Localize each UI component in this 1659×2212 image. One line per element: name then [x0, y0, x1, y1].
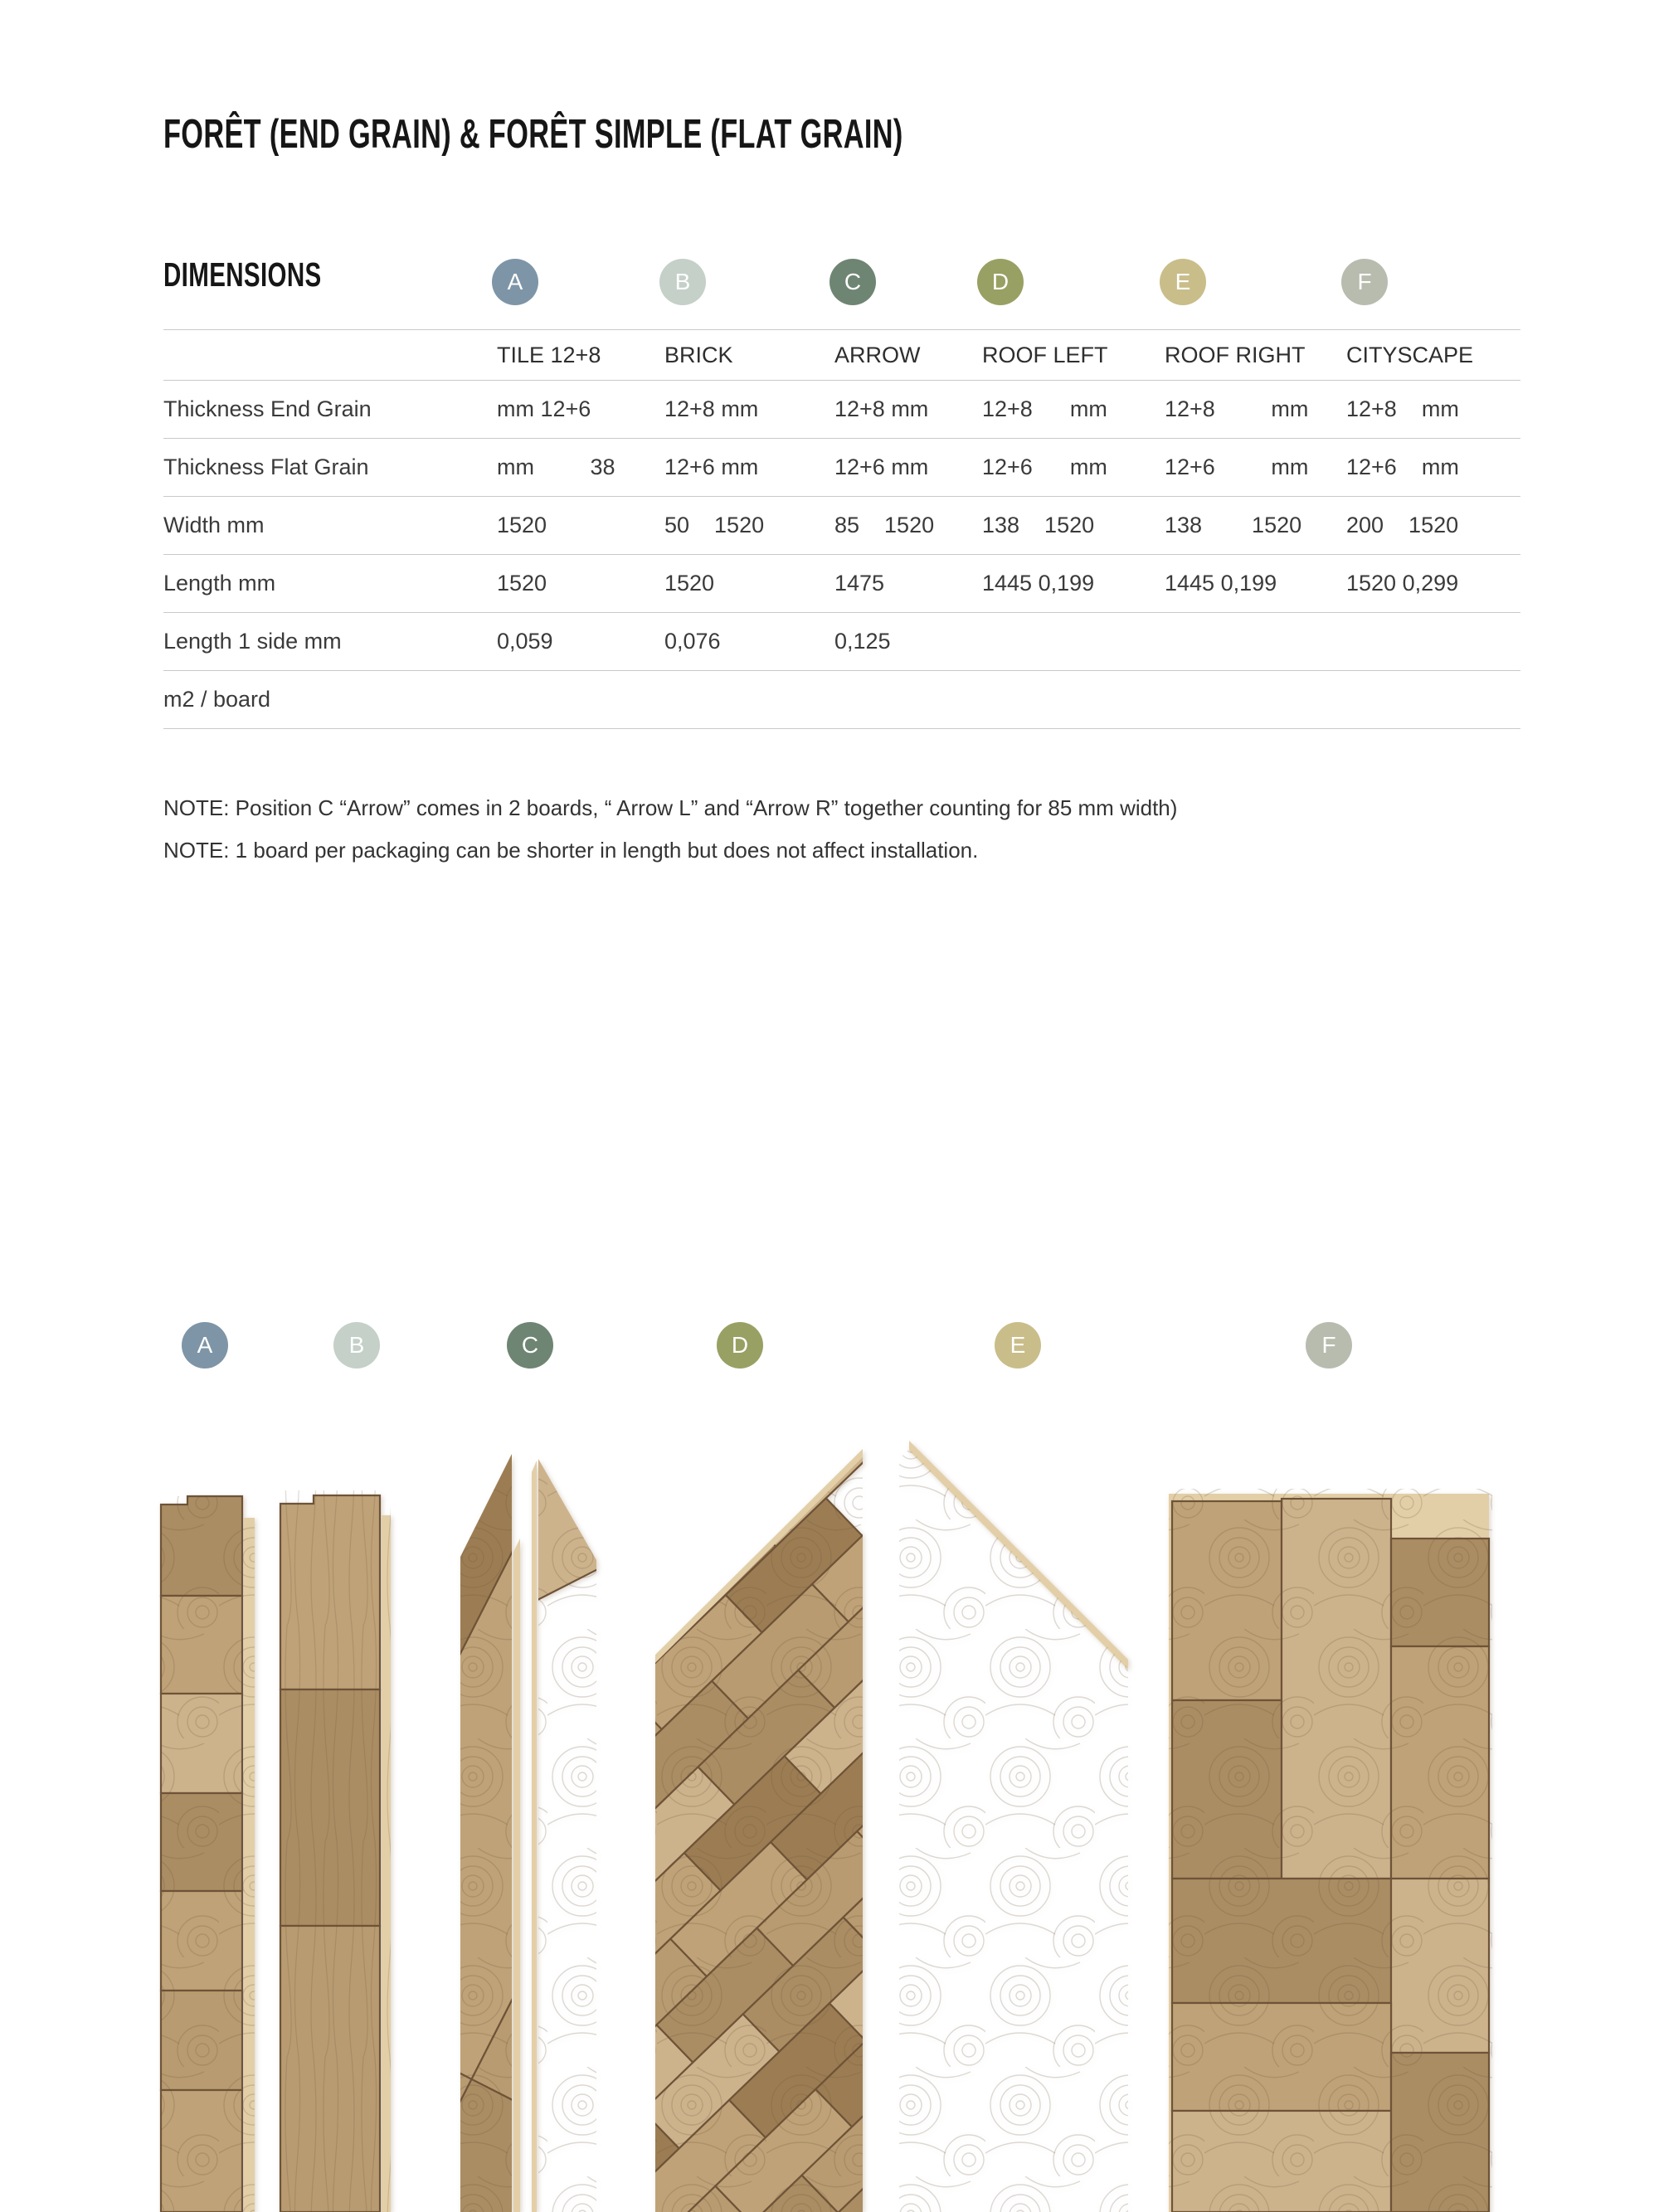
badge-row: [163, 242, 1520, 329]
section-heading: DIMENSIONS: [163, 255, 322, 294]
column-header: ROOF RIGHT: [1165, 342, 1306, 367]
table-cell: 1520: [497, 513, 547, 537]
table-cell: 1520: [664, 571, 715, 596]
table-cell: 138 1520: [982, 513, 1095, 537]
table-row: [163, 380, 1520, 438]
column-header: ARROW: [834, 342, 921, 367]
table-cell: 85 1520: [834, 513, 935, 537]
gallery-badge-d: D: [717, 1322, 763, 1369]
gallery-badge-e: E: [995, 1322, 1041, 1369]
row-label: Length 1 side mm: [163, 629, 342, 654]
table-cell: 12+6 mm: [664, 455, 759, 479]
table-cell: 0,076: [664, 629, 721, 654]
table-header-row: [163, 329, 1520, 380]
table-cell: 12+8 mm: [664, 396, 759, 421]
table-row: [163, 554, 1520, 612]
table-cell: 12+8 mm: [1346, 396, 1459, 421]
row-label: m2 / board: [163, 687, 271, 712]
row-label: Width mm: [163, 513, 265, 537]
table-cell: 12+6 mm: [1346, 455, 1459, 479]
table-row: [163, 496, 1520, 554]
badge-e: E: [1160, 259, 1206, 305]
badge-d: D: [977, 259, 1024, 305]
table-cell: mm 38: [497, 455, 615, 479]
notes-block: [163, 794, 1177, 878]
row-label: Length mm: [163, 571, 276, 596]
note-arrow: NOTE: Position C “Arrow” comes in 2 boards, “ Arrow L” and “Arrow R” together counting for 85 mm width): [163, 795, 1178, 820]
table-cell: 1445 0,199: [982, 571, 1095, 596]
badge-a: A: [492, 259, 538, 305]
pattern-a-tile-image: [161, 1496, 255, 2212]
badge-c: C: [830, 259, 876, 305]
dimensions-table: [163, 242, 1520, 729]
column-header: BRICK: [664, 342, 733, 367]
table-bottom-rule: [163, 728, 1520, 729]
table-cell: 0,125: [834, 629, 891, 654]
table-cell: 138 1520: [1165, 513, 1302, 537]
page-title: FORÊT (END GRAIN) & FORÊT SIMPLE (FLAT GRAIN): [163, 112, 903, 157]
pattern-b-brick-image: [280, 1490, 391, 2212]
gallery-badge-b: B: [333, 1322, 380, 1369]
table-cell: 0,059: [497, 629, 553, 654]
table-cell: 1475: [834, 571, 885, 596]
pattern-f-cityscape-image: [1169, 1489, 1492, 2212]
table-cell: 200 1520: [1346, 513, 1459, 537]
table-cell: 12+8 mm: [834, 396, 929, 421]
table-cell: 50 1520: [664, 513, 765, 537]
table-cell: 1520: [497, 571, 547, 596]
badge-f: F: [1341, 259, 1388, 305]
table-row: [163, 670, 1520, 728]
gallery-badge-c: C: [507, 1322, 553, 1369]
note-packaging: NOTE: 1 board per packaging can be shorter in length but does not affect installation.: [163, 838, 979, 863]
table-cell: 12+8 mm: [1165, 396, 1309, 421]
table-cell: 12+6 mm: [834, 455, 929, 479]
pattern-gallery: [0, 1410, 1659, 2212]
column-header: CITYSCAPE: [1346, 342, 1474, 367]
column-header: TILE 12+8: [497, 342, 601, 367]
table-cell: 1520 0,299: [1346, 571, 1459, 596]
table-cell: mm 12+6: [497, 396, 591, 421]
gallery-badge-a: A: [182, 1322, 228, 1369]
table-cell: 12+6 mm: [1165, 455, 1309, 479]
table-cell: 12+6 mm: [982, 455, 1107, 479]
table-cell: 1445 0,199: [1165, 571, 1277, 596]
column-header: ROOF LEFT: [982, 342, 1108, 367]
row-label: Thickness Flat Grain: [163, 455, 369, 479]
badge-b: B: [659, 259, 706, 305]
table-row: [163, 612, 1520, 670]
row-label: Thickness End Grain: [163, 396, 372, 421]
table-row: [163, 438, 1520, 496]
gallery-badge-f: F: [1306, 1322, 1352, 1369]
table-cell: 12+8 mm: [982, 396, 1107, 421]
